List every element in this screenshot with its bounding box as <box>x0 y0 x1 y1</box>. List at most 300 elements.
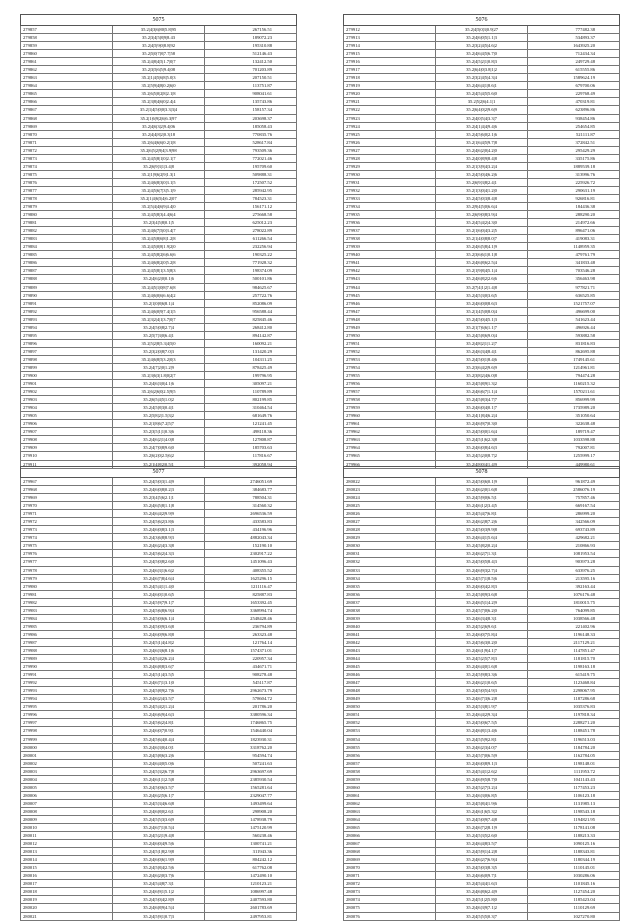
table-row <box>344 66 620 74</box>
value-cell: 322638.48 <box>528 420 620 428</box>
coordinate-cell: 35.2|6|9|3|8|2.4|1 <box>436 178 528 186</box>
coordinate-cell: 35.2|4|6|2|1|4.0|8 <box>113 436 205 444</box>
value-cell: 784523.31 <box>205 194 297 202</box>
row-id-cell: 280032 <box>344 558 436 566</box>
coordinate-cell: 35.2|1|8|6|7.2|5|7 <box>113 420 205 428</box>
value-cell: 793509.36 <box>205 146 297 154</box>
row-id-cell: 279882 <box>21 227 113 235</box>
row-id-cell: 280043 <box>344 646 436 654</box>
table-row <box>344 912 620 920</box>
table-row <box>21 550 297 558</box>
table-row <box>21 186 297 194</box>
coordinate-cell: 35.2|4|6|8|3|0|3.1|5 <box>113 178 205 186</box>
value-cell: 305097.21 <box>205 380 297 388</box>
row-id-cell: 280033 <box>344 566 436 574</box>
value-cell: 498118.36 <box>205 428 297 436</box>
row-id-cell: 279858 <box>21 34 113 42</box>
value-cell: 2329047.77 <box>205 791 297 799</box>
coordinate-cell: 35.2|4|6|0|0|8.6|3 <box>436 299 528 307</box>
table-row <box>21 582 297 590</box>
coordinate-cell: 35.2|4|6|8|8|3.6|7 <box>113 663 205 671</box>
coordinate-cell: 35.2|3|2|4|5|4.3|4 <box>436 74 528 82</box>
value-cell: 392058.94 <box>205 460 297 468</box>
coordinate-cell: 35.2|4|6|9|1|5.1|2 <box>113 888 205 896</box>
table-row <box>21 896 297 904</box>
row-id-cell: 280069 <box>344 856 436 864</box>
row-id-cell: 279871 <box>21 138 113 146</box>
row-id-cell: 279934 <box>344 203 436 211</box>
coordinate-cell: 35.2|4|5|6|3|0.2|0 <box>436 638 528 646</box>
table-row <box>344 283 620 291</box>
value-cell: 1038566.48 <box>528 614 620 622</box>
coordinate-cell: 35.2|4|6|4|1|8.6|1 <box>436 82 528 90</box>
row-id-cell: 279952 <box>344 347 436 355</box>
value-cell: 172507.52 <box>205 178 297 186</box>
value-cell: 1148959.35 <box>528 243 620 251</box>
table-row <box>21 494 297 502</box>
row-id-cell: 279964 <box>344 444 436 452</box>
table-row <box>344 323 620 331</box>
table-row <box>344 291 620 299</box>
coordinate-cell: 35.2|4|6|8|2|0|5.2|8 <box>113 259 205 267</box>
table-row <box>344 122 620 130</box>
coordinate-cell: 35.2|4|5|0|3|0.9|27 <box>436 26 528 34</box>
row-id-cell: 280052 <box>344 719 436 727</box>
value-cell: 1810015.75 <box>528 598 620 606</box>
row-id-cell: 280035 <box>344 582 436 590</box>
value-cell: 220957.34 <box>205 655 297 663</box>
coordinate-cell: 35.2|4|5|0|6|3.5|7 <box>113 783 205 791</box>
table-row <box>344 775 620 783</box>
row-id-cell: 279961 <box>344 420 436 428</box>
value-cell: 207150.51 <box>205 74 297 82</box>
table-row <box>344 154 620 162</box>
value-cell: 1570211.61 <box>528 388 620 396</box>
value-cell: 1300741.21 <box>205 840 297 848</box>
coordinate-cell: 35.2|4|5|0|6|0.1|9 <box>436 478 528 486</box>
coordinate-cell: 35.2|4|6|0|6|1.9|9 <box>113 856 205 864</box>
row-id-cell: 280023 <box>344 486 436 494</box>
table-row <box>21 832 297 840</box>
value-cell: 1162784.05 <box>528 751 620 759</box>
coordinate-cell: 35.2|4|5|4|8|7.3|1 <box>113 880 205 888</box>
coordinate-cell: 35.2|3|8|2|4|6.0|8 <box>436 372 528 380</box>
coordinate-cell: 35.2|4|5|0|3|1.4|9 <box>113 478 205 486</box>
row-id-cell: 279892 <box>21 307 113 315</box>
value-cell: 1110145.01 <box>528 864 620 872</box>
value-cell: 794474.28 <box>528 372 620 380</box>
value-cell: 275668.58 <box>205 211 297 219</box>
row-id-cell: 279894 <box>21 323 113 331</box>
table-row <box>21 347 297 355</box>
row-id-cell: 280075 <box>344 904 436 912</box>
row-id-cell: 279948 <box>344 315 436 323</box>
table-row <box>344 114 620 122</box>
value-cell: 257722.76 <box>205 291 297 299</box>
table-title: 5075 <box>21 15 297 26</box>
value-cell: 802199.85 <box>205 396 297 404</box>
coordinate-cell: 35.2|4|6|8|0|2.6|1 <box>113 807 205 815</box>
table-row <box>344 614 620 622</box>
coordinate-cell: 35.2|4|0|8|9|8.4|8 <box>436 154 528 162</box>
table-row <box>344 355 620 363</box>
value-cell: 2385930.54 <box>205 775 297 783</box>
coordinate-cell: 35.2|4|6|4|8|3.5|7 <box>436 840 528 848</box>
value-cell: 311943.36 <box>205 848 297 856</box>
table-row <box>21 355 297 363</box>
value-cell: 1735989.20 <box>528 404 620 412</box>
value-cell: 521111.87 <box>528 130 620 138</box>
table-row <box>344 34 620 42</box>
coordinate-cell: 35.2|1|6|0|4|3.2|5 <box>436 227 528 235</box>
row-id-cell: 279907 <box>21 428 113 436</box>
value-cell: 679700.06 <box>528 82 620 90</box>
coordinate-cell: 35.2|4|5|4|1|1.4|0 <box>113 582 205 590</box>
row-id-cell: 280066 <box>344 832 436 840</box>
table-row <box>21 412 297 420</box>
table-row <box>344 671 620 679</box>
coordinate-cell: 35.2|5|4|4|6|9|4.4|0 <box>113 203 205 211</box>
value-cell: 1188451.78 <box>528 727 620 735</box>
row-id-cell: 279917 <box>344 66 436 74</box>
coordinate-cell: 35.2|4|6|0|4|0.1|7 <box>436 404 528 412</box>
table-row <box>344 767 620 775</box>
coordinate-cell: 35.2|4|5|8|9|3.6|8 <box>436 590 528 598</box>
value-cell: 825887.83 <box>205 590 297 598</box>
value-cell: 470319.81 <box>528 98 620 106</box>
value-cell: 1101845.16 <box>528 880 620 888</box>
table-row <box>344 307 620 315</box>
coordinate-cell: 35.2|4|5|4|1|2.6|2 <box>436 767 528 775</box>
value-cell: 1187286.68 <box>528 695 620 703</box>
coordinate-cell: 35.2|4|6|6|9|4.6|3 <box>113 711 205 719</box>
coordinate-cell: 35.2|4|6|0|8|0.2|3 <box>113 486 205 494</box>
row-id-cell: 280030 <box>344 542 436 550</box>
value-cell: 2288271.20 <box>528 719 620 727</box>
value-cell: 201786.20 <box>205 703 297 711</box>
row-id-cell: 280007 <box>21 799 113 807</box>
value-cell: 1123468.84 <box>528 679 620 687</box>
coordinate-cell: 35.2|4|5|2|0|8.7|2 <box>436 452 528 460</box>
value-cell: 926816.81 <box>528 194 620 202</box>
value-cell: 509888.31 <box>205 170 297 178</box>
table-panel-2 <box>343 14 620 469</box>
row-id-cell: 280053 <box>344 727 436 735</box>
row-id-cell: 279931 <box>344 178 436 186</box>
row-id-cell: 279974 <box>21 534 113 542</box>
table-row <box>21 428 297 436</box>
row-id-cell: 280008 <box>21 807 113 815</box>
coordinate-cell: 35.2|4|6|2|3|4.0|7 <box>436 743 528 751</box>
coordinate-cell: 35.2|4|5|0|8|1.9|2|0 <box>113 243 205 251</box>
value-cell: 263323.48 <box>205 630 297 638</box>
table-row <box>344 106 620 114</box>
table-body <box>21 26 297 469</box>
table-title: 5078 <box>344 467 620 478</box>
coordinate-cell: 35.2|4|5|0|9|3.6|8 <box>113 622 205 630</box>
table-row <box>344 510 620 518</box>
coordinate-cell: 35.2|4|6|5|1|4.2|9 <box>436 598 528 606</box>
coordinate-cell: 35.2|4|6|7|1|0.5|4 <box>113 824 205 832</box>
value-cell: 788504.31 <box>205 494 297 502</box>
value-cell: 2497953.81 <box>205 912 297 920</box>
row-id-cell: 280046 <box>344 671 436 679</box>
value-cell: 1090125.16 <box>528 840 620 848</box>
coordinate-cell: 35.2|4|6|2|7|1.3|1 <box>436 550 528 558</box>
value-cell: 1160215.32 <box>528 380 620 388</box>
value-cell: 593882.58 <box>528 331 620 339</box>
coordinate-cell: 35.2|4|5|1|0|8|7.6|8 <box>113 283 205 291</box>
value-cell: 313996.76 <box>528 170 620 178</box>
row-id-cell: 280020 <box>21 904 113 912</box>
table-row <box>21 719 297 727</box>
table-row <box>344 315 620 323</box>
coordinate-cell: 35.2|4|6|0|4|2.8|3 <box>436 582 528 590</box>
table-row <box>344 227 620 235</box>
coordinate-cell: 35.2|6|4|0|3.8|1|2 <box>436 66 528 74</box>
row-id-cell: 279984 <box>21 614 113 622</box>
coordinate-cell: 35.2|4|5|3|4|6.6|8 <box>113 799 205 807</box>
table-row <box>344 275 620 283</box>
row-id-cell: 279898 <box>21 355 113 363</box>
value-cell: 229768.49 <box>528 90 620 98</box>
value-cell: 792007.81 <box>528 444 620 452</box>
row-id-cell: 279865 <box>21 90 113 98</box>
coordinate-cell: 35.2|6|9|3|1|3.4|8 <box>113 162 205 170</box>
table-row <box>21 34 297 42</box>
table-row <box>21 452 297 460</box>
data-table <box>343 466 620 921</box>
coordinate-cell: 35.2|4|5|8|4|2.5|6 <box>113 864 205 872</box>
coordinate-cell: 35.2|4|5|0|6|7.5|5 <box>436 719 528 727</box>
value-cell: 578604.72 <box>205 695 297 703</box>
table-row <box>344 727 620 735</box>
value-cell: 1197818.34 <box>528 711 620 719</box>
coordinate-cell: 35.2|1|4|6|5|4|6.2|07 <box>113 194 205 202</box>
row-id-cell: 279905 <box>21 412 113 420</box>
row-id-cell: 280022 <box>344 478 436 486</box>
value-cell: 3318762.20 <box>205 743 297 751</box>
value-cell: 771928.32 <box>205 259 297 267</box>
row-id-cell: 280051 <box>344 711 436 719</box>
value-cell: 2298067.95 <box>528 687 620 695</box>
row-id-cell: 279992 <box>21 679 113 687</box>
row-id-cell: 280034 <box>344 574 436 582</box>
value-cell: 127808.87 <box>205 436 297 444</box>
value-cell: 1574371.01 <box>205 646 297 654</box>
row-id-cell: 279895 <box>21 331 113 339</box>
value-cell: 1076176.48 <box>528 590 620 598</box>
table-row <box>21 864 297 872</box>
row-id-cell: 280048 <box>344 687 436 695</box>
row-id-cell: 279977 <box>21 558 113 566</box>
row-id-cell: 279962 <box>344 428 436 436</box>
value-cell: 961872.49 <box>528 478 620 486</box>
table-row <box>344 743 620 751</box>
table-row <box>21 566 297 574</box>
value-cell: 131420.29 <box>205 347 297 355</box>
value-cell: 496699.00 <box>528 307 620 315</box>
table-row <box>21 510 297 518</box>
table-row <box>21 679 297 687</box>
row-id-cell: 280057 <box>344 759 436 767</box>
coordinate-cell: 35.2|4|5|9|1|4.2|8 <box>436 848 528 856</box>
value-cell: 210866.93 <box>528 542 620 550</box>
coordinate-cell: 35.2|4|6|2|1|0.6|5 <box>436 679 528 687</box>
row-id-cell: 279928 <box>344 154 436 162</box>
coordinate-cell: 35.2|3|4|5|8|0.1|5 <box>113 219 205 227</box>
value-cell: 1478938.79 <box>205 815 297 823</box>
table-row <box>21 90 297 98</box>
coordinate-cell: 35.2|4|6|5|8|4.1|9 <box>436 243 528 251</box>
table-row <box>21 783 297 791</box>
value-cell: 764099.85 <box>528 606 620 614</box>
coordinate-cell: 35.2|5|9|4|8|0.2|6|0 <box>113 82 205 90</box>
coordinate-cell: 35.2|4|6|0|8|3.1|3 <box>113 526 205 534</box>
row-id-cell: 279967 <box>21 478 113 486</box>
value-cell: 956588.44 <box>205 307 297 315</box>
row-id-cell: 279914 <box>344 42 436 50</box>
row-id-cell: 279859 <box>21 42 113 50</box>
value-cell: 757857.46 <box>528 494 620 502</box>
value-cell: 195709.60 <box>205 162 297 170</box>
coordinate-cell: 35.2|4|5|0|0|1.6|4 <box>436 428 528 436</box>
row-id-cell: 279989 <box>21 655 113 663</box>
row-id-cell: 279872 <box>21 146 113 154</box>
table-row <box>21 219 297 227</box>
coordinate-cell: 35.2|4|6|6|7|1.1|4 <box>436 388 528 396</box>
coordinate-cell: 35.2|4|6|0|9|7.4|1|5 <box>113 307 205 315</box>
table-row <box>344 630 620 638</box>
table-row <box>21 396 297 404</box>
value-cell: 1127454.20 <box>528 888 620 896</box>
coordinate-cell: 35.2|4|5|0|9|7.4|8 <box>436 815 528 823</box>
coordinate-cell: 35.2|4|5|9|7|9.1|7 <box>113 598 205 606</box>
value-cell: 1194821.95 <box>528 815 620 823</box>
table-row <box>21 807 297 815</box>
value-cell: 1196148.33 <box>528 630 620 638</box>
value-cell: 1185423.04 <box>528 896 620 904</box>
table-row <box>344 428 620 436</box>
coordinate-cell: 35.2|4|6|2|0|3.7|6 <box>113 872 205 880</box>
table-row <box>21 194 297 202</box>
row-id-cell: 279919 <box>344 82 436 90</box>
row-id-cell: 279902 <box>21 388 113 396</box>
row-id-cell: 279946 <box>344 299 436 307</box>
table-row <box>344 243 620 251</box>
table-row <box>21 122 297 130</box>
value-cell: 528617.84 <box>205 138 297 146</box>
row-id-cell: 279956 <box>344 380 436 388</box>
coordinate-cell: 35.2|4|5|5|9|2.8|1 <box>436 735 528 743</box>
coordinate-cell: 35.2|4|5|6|2|4.3|3 <box>113 550 205 558</box>
row-id-cell: 280019 <box>21 896 113 904</box>
table-row <box>344 550 620 558</box>
value-cell: 221402.96 <box>528 622 620 630</box>
coordinate-cell: 35.2|4|5|1|4|3.5|5 <box>113 671 205 679</box>
value-cell: 236794.89 <box>205 622 297 630</box>
value-cell: 1030286.06 <box>528 872 620 880</box>
table-body <box>344 26 620 469</box>
value-cell: 198374.09 <box>205 267 297 275</box>
table-row <box>21 840 297 848</box>
row-id-cell: 279982 <box>21 598 113 606</box>
coordinate-cell: 35.2|3|5|6|5|9.4|08 <box>113 66 205 74</box>
coordinate-cell: 35.2|4|5|0|4|6.2|6 <box>436 170 528 178</box>
table-row <box>21 727 297 735</box>
table-row <box>21 444 297 452</box>
row-id-cell: 279996 <box>21 711 113 719</box>
table-row <box>344 436 620 444</box>
coordinate-cell: 35.2|4|7|2|0|1.2|9 <box>113 363 205 371</box>
value-cell: 268412.80 <box>205 323 297 331</box>
table-row <box>344 904 620 912</box>
row-id-cell: 279944 <box>344 283 436 291</box>
table-row <box>344 380 620 388</box>
table-row <box>344 703 620 711</box>
coordinate-cell: 35.2|1|4|5|0|8.0|4 <box>436 307 528 315</box>
table-row <box>21 815 297 823</box>
value-cell: 1196513.03 <box>528 735 620 743</box>
table-row <box>21 574 297 582</box>
table-row <box>21 598 297 606</box>
table-title: 5076 <box>344 15 620 26</box>
table-row <box>344 420 620 428</box>
table-row <box>344 840 620 848</box>
row-id-cell: 280021 <box>21 912 113 920</box>
row-id-cell: 280045 <box>344 663 436 671</box>
row-id-cell: 280004 <box>21 775 113 783</box>
value-cell: 152190.10 <box>205 542 297 550</box>
value-cell: 384683.77 <box>205 486 297 494</box>
row-id-cell: 279945 <box>344 291 436 299</box>
table-row <box>344 856 620 864</box>
value-cell: 1211116.47 <box>205 582 297 590</box>
row-id-cell: 279988 <box>21 646 113 654</box>
row-id-cell: 279857 <box>21 26 113 34</box>
row-id-cell: 280026 <box>344 510 436 518</box>
row-id-cell: 279999 <box>21 735 113 743</box>
row-id-cell: 279927 <box>344 146 436 154</box>
coordinate-cell: 35.2|4|5|8|2|6|6.6|6 <box>113 251 205 259</box>
table-row <box>21 767 297 775</box>
coordinate-cell: 35.2|4|5|4|2|4.3|0 <box>436 219 528 227</box>
coordinate-cell: 35.2|1|7|6|6|1.1|7 <box>436 323 528 331</box>
row-id-cell: 279888 <box>21 275 113 283</box>
coordinate-cell: 35.2|4|6|2|4|3.3|8 <box>113 542 205 550</box>
coordinate-cell: 35.2|1|9|8|4|5.1|4 <box>436 267 528 275</box>
coordinate-cell: 35.2|4|5|7|0|6.5|9 <box>436 751 528 759</box>
table-row <box>21 275 297 283</box>
table-row <box>344 566 620 574</box>
value-cell: 267156.51 <box>205 26 297 34</box>
coordinate-cell: 35.2|1|3|9|4|3.2|4 <box>436 162 528 170</box>
row-id-cell: 279929 <box>344 162 436 170</box>
row-id-cell: 280009 <box>21 815 113 823</box>
table-row <box>344 695 620 703</box>
row-id-cell: 279877 <box>21 186 113 194</box>
coordinate-cell: 35.2|3|6|3|1.8|0|2|7 <box>113 372 205 380</box>
table-row <box>344 138 620 146</box>
table-row <box>344 558 620 566</box>
table-row <box>21 542 297 550</box>
value-cell: 278022.89 <box>205 227 297 235</box>
coordinate-cell: 35.2|4|6|2|7|6.9|4 <box>436 856 528 864</box>
row-id-cell: 279936 <box>344 219 436 227</box>
table-row <box>21 315 297 323</box>
value-cell: 1198163.18 <box>528 663 620 671</box>
table-row <box>21 775 297 783</box>
